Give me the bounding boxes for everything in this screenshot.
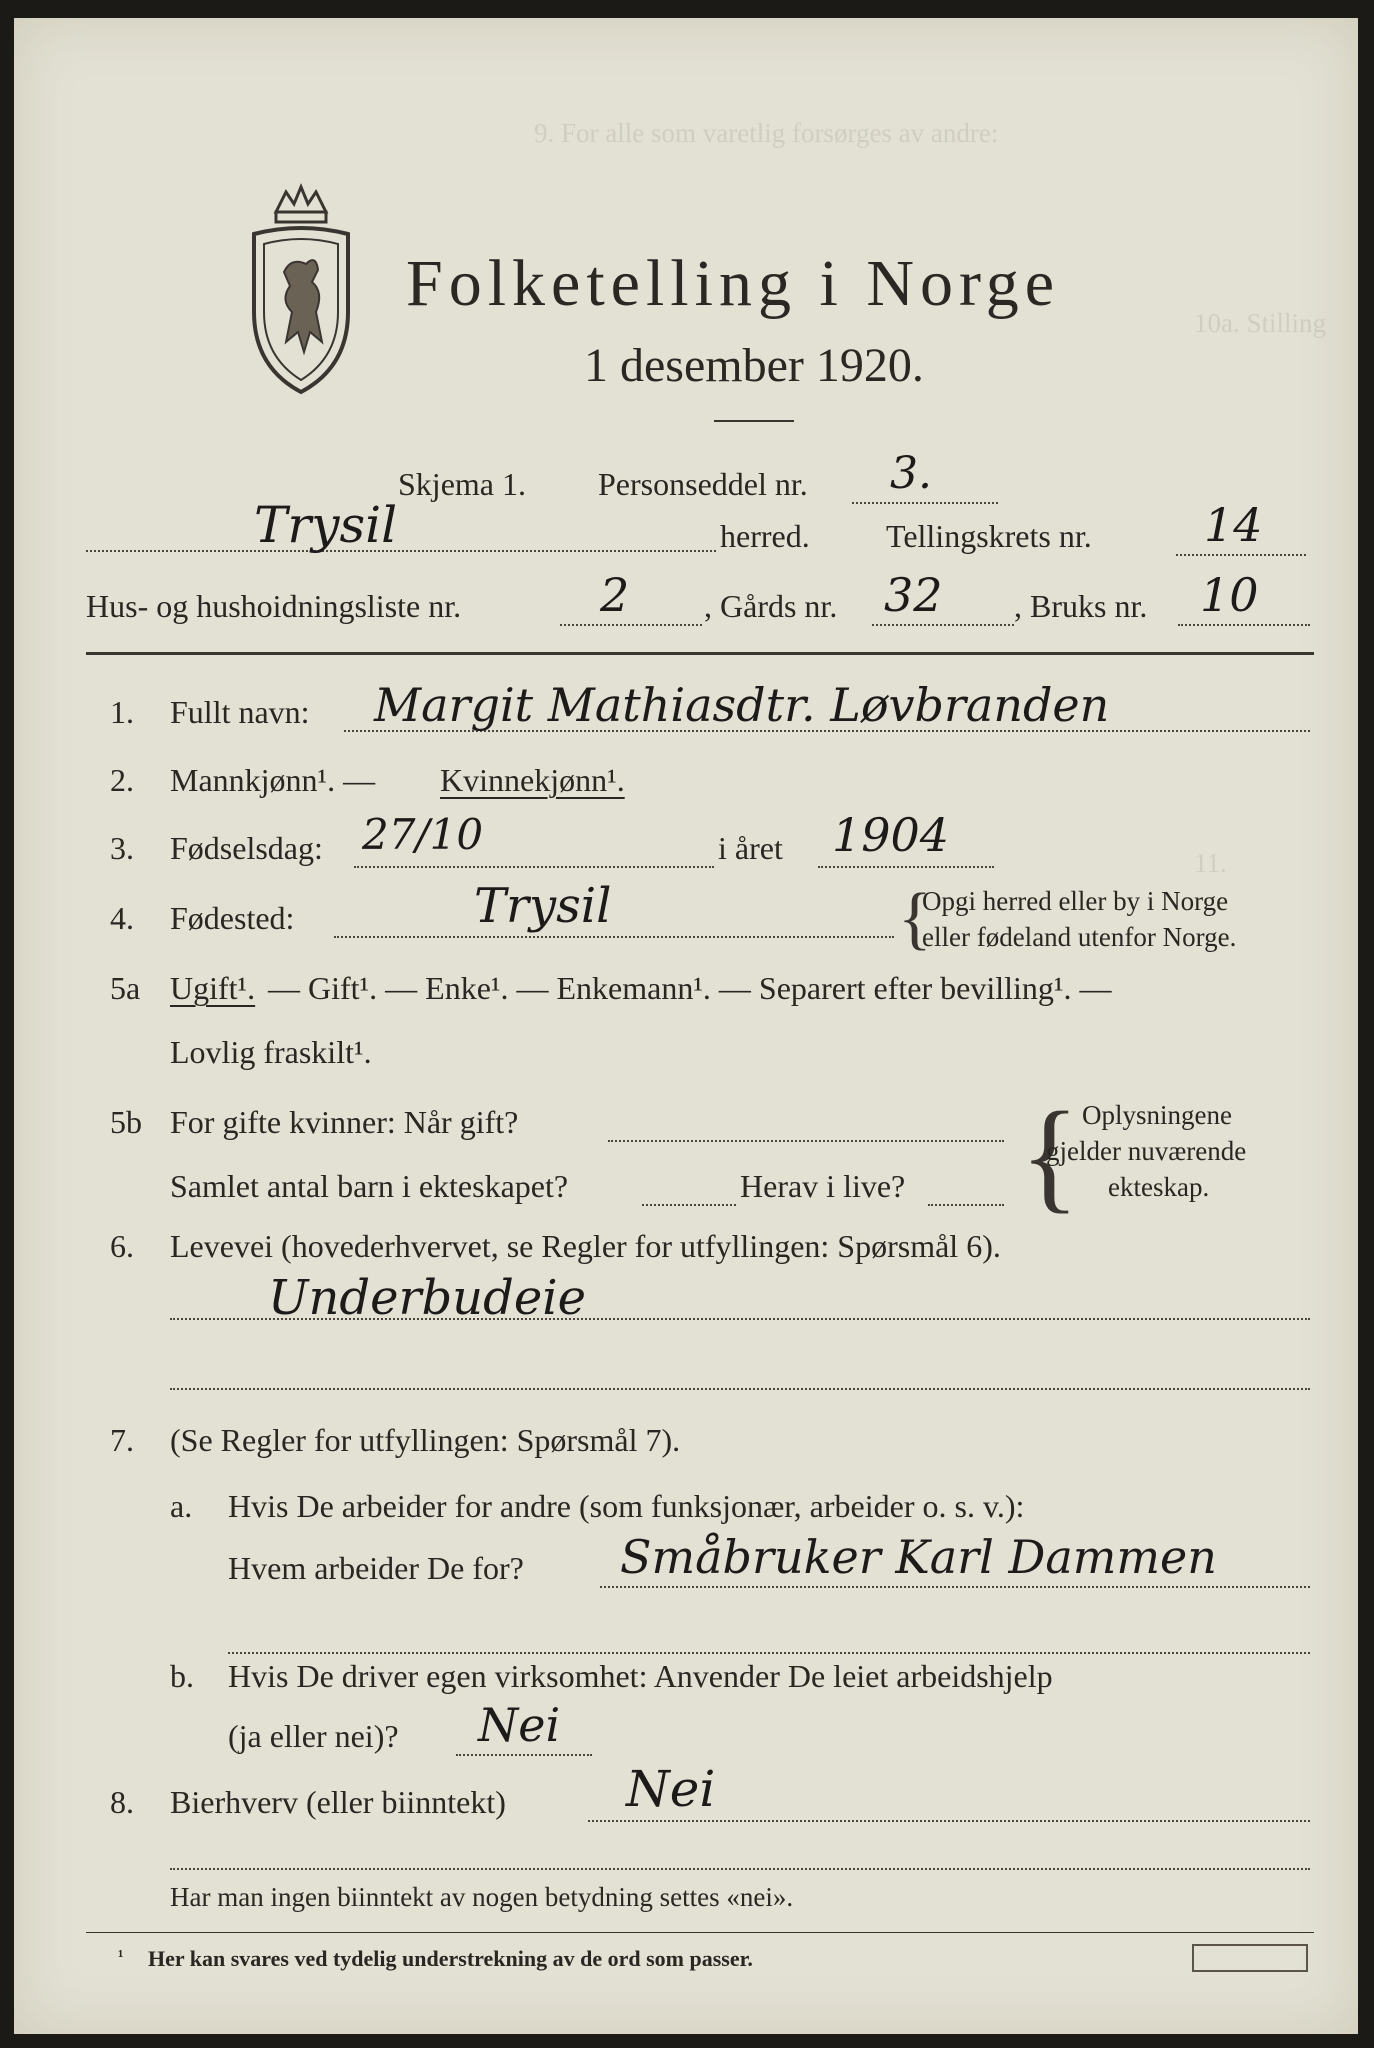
q5a-options: — Gift¹. — Enke¹. — Enkemann¹. — Separert efter bevilling¹. — [268,970,1112,1006]
q4-note-1: Opgi herred eller by i Norge [922,886,1229,916]
q4-note-2: eller fødeland utenfor Norge. [922,922,1237,952]
occupation-value: Underbudeie [268,1270,586,1326]
q5b-label-1: For gifte kvinner: Når gift? [170,1104,519,1140]
gards-value: 32 [884,568,943,622]
tellingskrets-label: Tellingskrets nr. [886,518,1092,554]
printer-stamp-icon [1192,1944,1308,1972]
q5b-note-3: ekteskap. [1108,1172,1210,1202]
q5a-fraskilt: Lovlig fraskilt¹. [170,1034,372,1070]
side-income-value: Nei [626,1760,716,1818]
birth-year-value: 1904 [832,808,950,862]
hus-value: 2 [600,568,630,622]
q7b-line-1: Hvis De driver egen virksomhet: Anvender De leiet arbeidshjelp [228,1658,1053,1694]
q7a-line-1: Hvis De arbeider for andre (som funksjonær, arbeider o. s. v.): [228,1488,1025,1524]
bruks-value: 10 [1200,568,1259,622]
aaret-label: i året [718,830,783,866]
birthplace-value: Trysil [474,878,612,934]
q2-female-underlined: Kvinnekjønn¹. [440,762,625,798]
title-divider [714,420,794,422]
full-name-value: Margit Mathiasdtr. Løvbranden [374,678,1110,732]
q7-label: (Se Regler for utfyllingen: Spørsmål 7). [170,1422,681,1458]
employer-value: Småbruker Karl Dammen [620,1530,1217,1584]
q5b-note-2: gjelder nuværende [1046,1136,1247,1166]
census-form: 9. For alle som varetlig forsørges av andre: 10a. Stilling 11. Folketelling i Norge 1 desember 1920. Skjema 1. Personseddel nr. 3. Trysil herred. Tellingskrets nr. 14 Hus- og hushoidningsliste nr. 2 , Gårds nr. 32 , Bruks nr. 10 1. Fullt navn: Margit Mathiasdtr. Løvbranden 2. Mannkjønn¹. — Kvinnekjønn¹. 3. Fødselsdag: 27/10 i året 1904 4. Fødested: Trysil { Opgi herred eller by i Norge eller fødeland utenfor Norge. 5a Ugift¹. — Gift¹. — Enke¹. — Enkemann¹. — Separert efter bevilling¹. — Lovlig fraskilt¹. 5b For gifte kvinner: Når gift? Samlet antal barn i ekteskapet? Herav i live? { Oplysningene gjelder nuværende ekteskap. 6. Levevei (hovederhvervet, se Regler for utfyllingen: Spørsmål 6). Underbudeie 7. (Se Regler for utfyllingen: Spørsmål 7). a. Hvis De arbeider for andre (som funksjonær, arbeider o. s. v.): Hvem arbeider De for? Småbruker Karl Dammen b. Hvis De driver egen virksomhet: Anvender De leiet arbeidshjelp (ja eller nei)? Nei 8. Bierhverv (eller biinntekt) Nei Har man ingen biinntekt av nogen betydning settes «nei». ¹ Her kan svares ved tydelig understrekning av de ord som passer. [14,18,1358,2034]
q5b-label-3: Herav i live? [740,1168,906,1204]
q4-label: Fødested: [170,900,295,936]
bruks-label: , Bruks nr. [1014,588,1148,624]
q5a-ugift-underlined: Ugift¹. [170,970,256,1006]
q1-label: Fullt navn: [170,694,310,730]
hus-label: Hus- og hushoidningsliste nr. [86,588,462,624]
q7a-line-2: Hvem arbeider De for? [228,1550,524,1586]
herred-value: Trysil [254,496,398,554]
header-divider [86,652,1314,655]
q5b-label-2: Samlet antal barn i ekteskapet? [170,1168,569,1204]
q7b-line-2: (ja eller nei)? [228,1718,399,1754]
gards-label: , Gårds nr. [704,588,838,624]
personseddel-label: Personseddel nr. [598,466,808,502]
q2-male: Mannkjønn¹. — [170,762,376,798]
skjema-label: Skjema 1. [398,466,526,502]
tellingskrets-value: 14 [1204,498,1263,552]
form-date: 1 desember 1920. [584,339,924,392]
footnote-mark: ¹ [118,1946,124,1966]
personseddel-value: 3. [890,448,932,499]
q8-label: Bierhverv (eller biinntekt) [170,1784,506,1820]
footer-note: Har man ingen biinntekt av nogen betydning settes «nei». [170,1882,794,1912]
q6-label: Levevei (hovederhvervet, se Regler for utfyllingen: Spørsmål 6). [170,1228,1001,1264]
norway-coat-of-arms-icon [246,182,356,397]
q5b-note-1: Oplysningene [1082,1100,1232,1130]
herred-label: herred. [720,518,810,554]
form-title: Folketelling i Norge [406,247,1061,320]
q3-label: Fødselsdag: [170,830,323,866]
hired-help-value: Nei [478,1698,561,1752]
footnote-text: Her kan svares ved tydelig understrekning av de ord som passer. [148,1946,753,1971]
birthday-value: 27/10 [362,810,484,859]
